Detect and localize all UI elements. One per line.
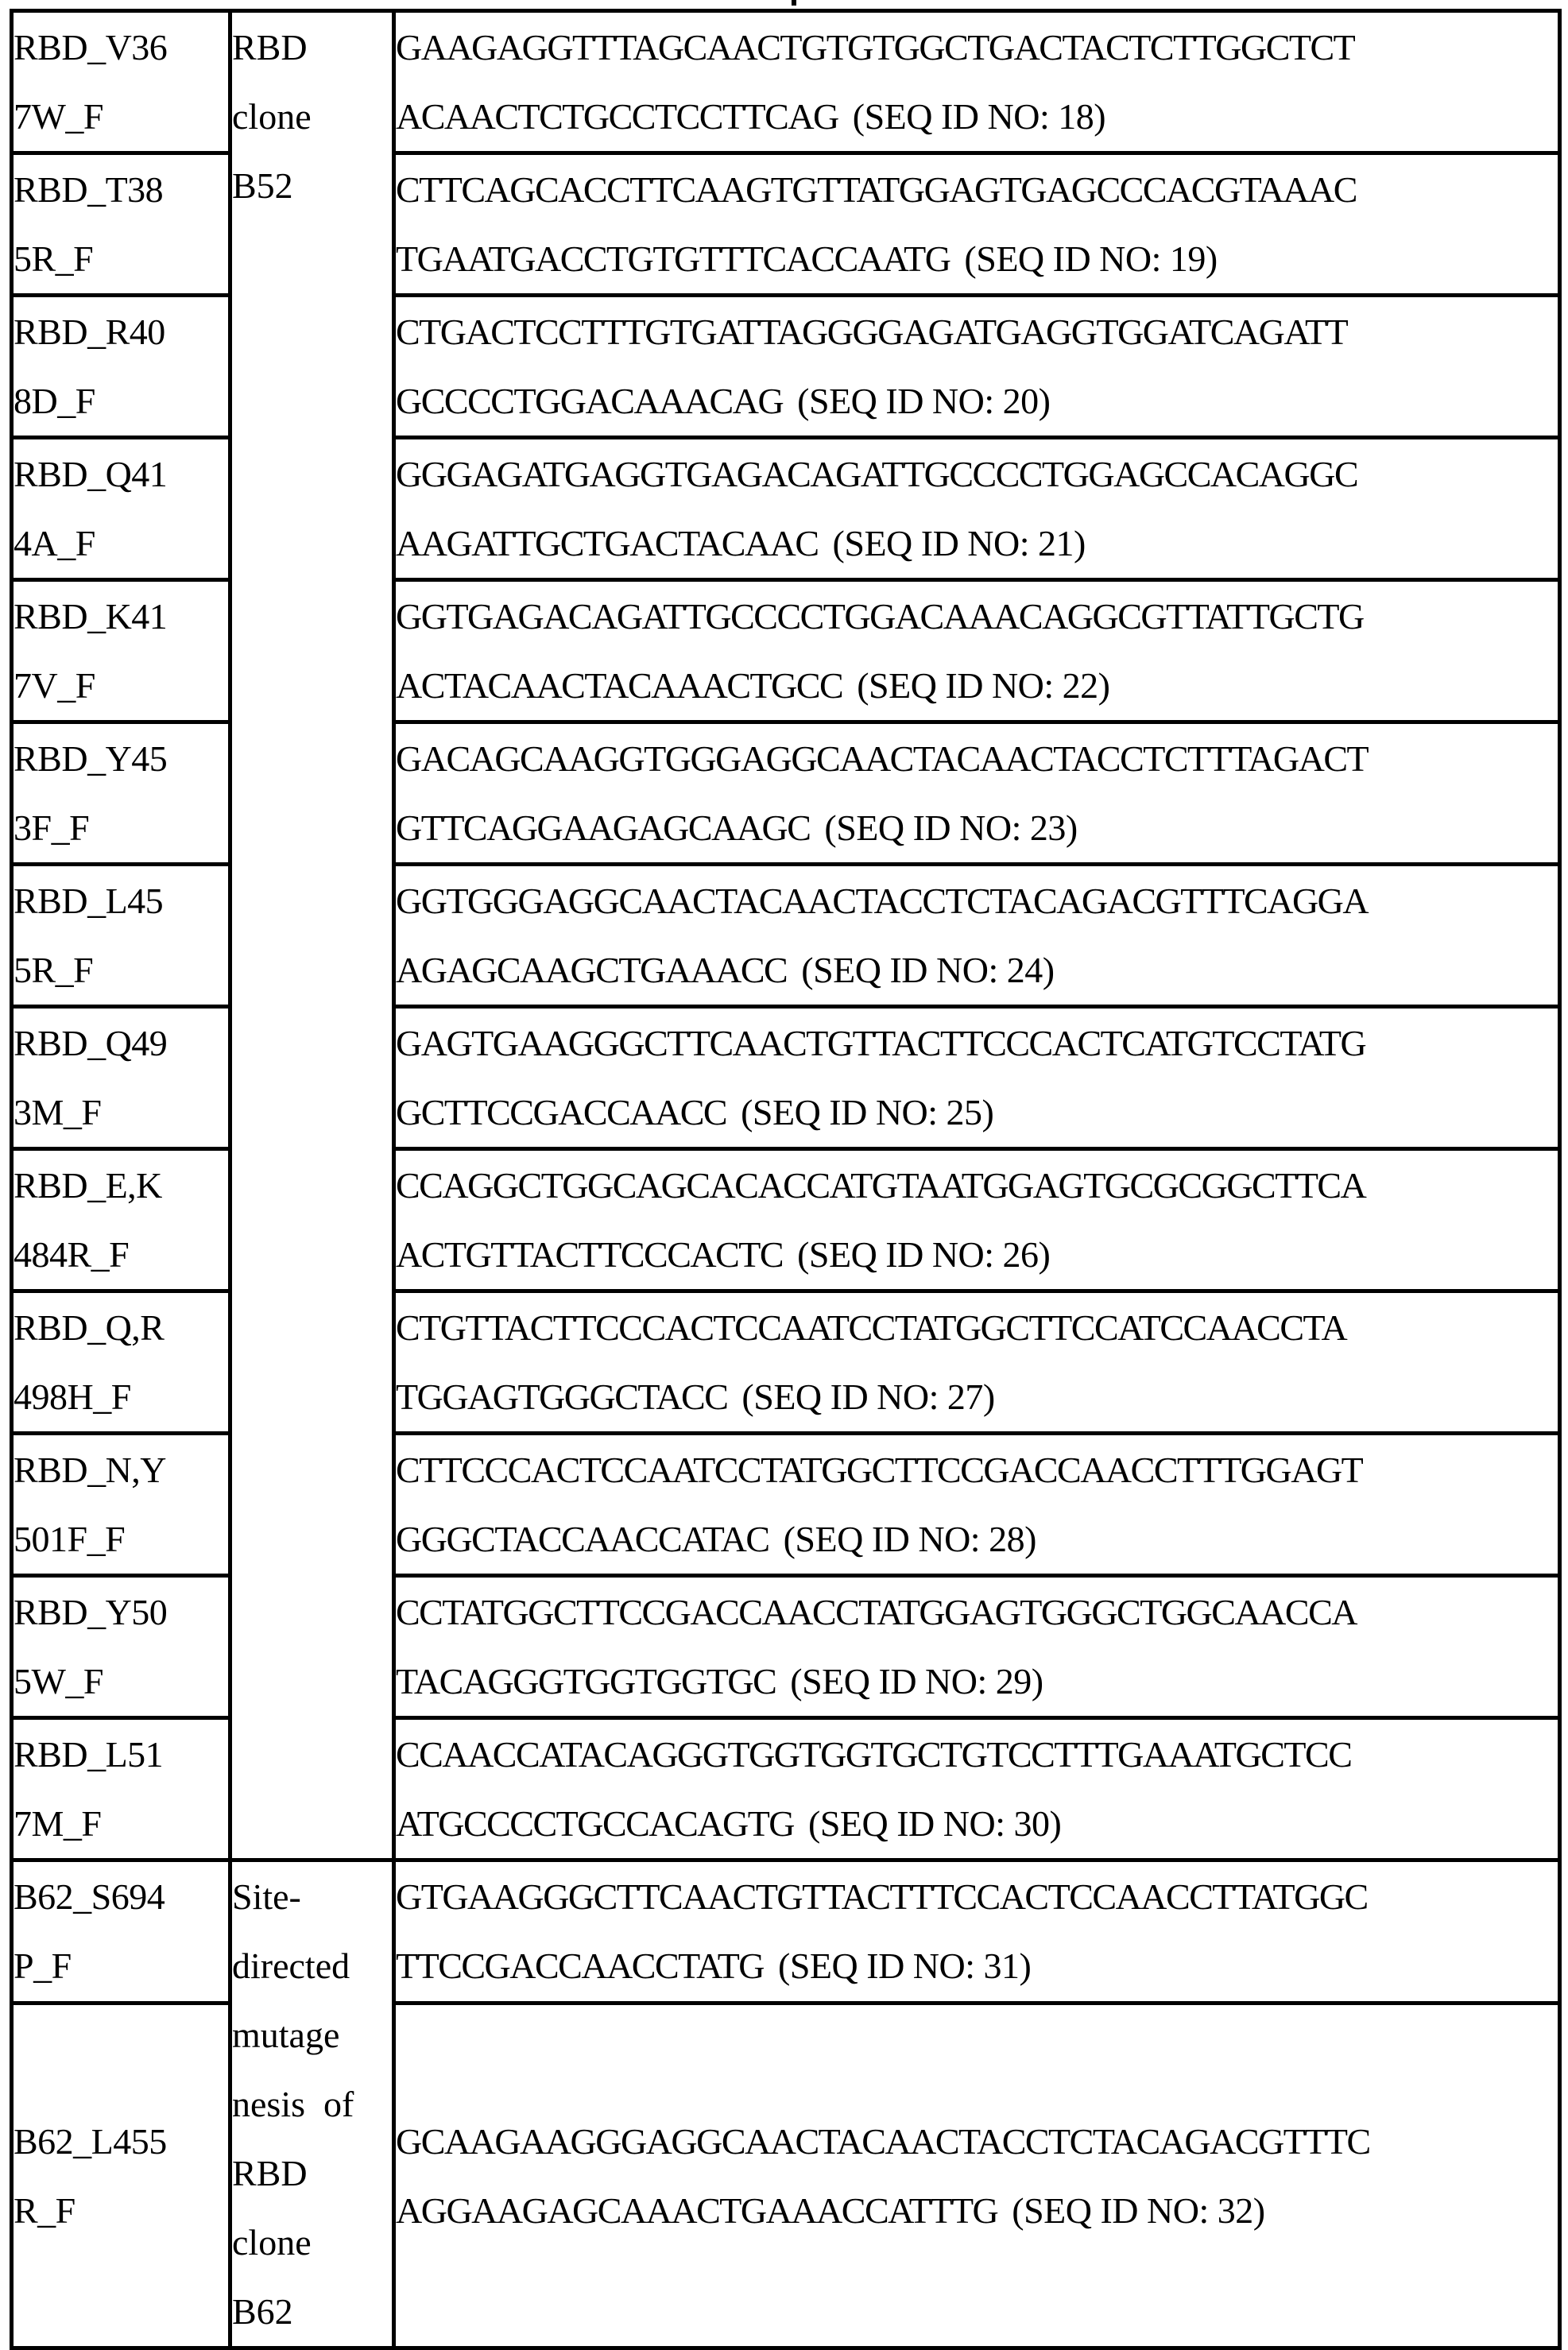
sequence-line-2: ACAACTCTGCCTCCTTCAG — [396, 96, 838, 137]
primer-name: RBD_V36 — [14, 27, 168, 68]
primer-name-cell — [12, 1860, 230, 2004]
group-line: RBD — [232, 27, 308, 68]
sequence-line-1: CCAGGCTGGCAGCACACCATGTAATGGAGTGCGCGGCTTCA — [396, 1165, 1366, 1206]
sequence-cell — [394, 438, 1560, 580]
primer-name-cont: 484R_F — [14, 1234, 130, 1275]
primer-table — [10, 9, 1562, 2350]
seq-id: (SEQ ID NO: 21) — [832, 523, 1086, 563]
primer-name: RBD_Y50 — [14, 1592, 168, 1632]
sequence-line-1: GACAGCAAGGTGGGAGGCAACTACAACTACCTCTTTAGACT — [396, 738, 1369, 779]
seq-id: (SEQ ID NO: 32) — [1012, 2189, 1265, 2231]
primer-name-cont: P_F — [14, 1945, 72, 1986]
seq-id: (SEQ ID NO: 28) — [783, 1519, 1036, 1559]
sequence-line-2: GGGCTACCAACCATAC — [396, 1519, 769, 1559]
primer-name-cont: 3M_F — [14, 1092, 102, 1132]
sequence-cell — [394, 865, 1560, 1007]
primer-name-cell — [12, 1434, 230, 1576]
primer-name-cell — [12, 153, 230, 296]
primer-name-cell — [12, 1718, 230, 1860]
sequence-line-1: GAGTGAAGGGCTTCAACTGTTACTTCCCACTCATGTCCTATG — [396, 1023, 1366, 1063]
sequence-line-1: CTTCAGCACCTTCAAGTGTTATGGAGTGAGCCCACGTAAAC — [396, 169, 1357, 210]
primer-name-cell — [12, 722, 230, 865]
template-group-b52 — [230, 11, 394, 1860]
table-row — [12, 11, 1560, 153]
seq-id: (SEQ ID NO: 30) — [808, 1803, 1062, 1844]
primer-name-cell — [12, 1007, 230, 1149]
primer-name: RBD_L45 — [14, 881, 164, 921]
primer-name-cont: 5R_F — [14, 950, 94, 990]
sequence-line-1: CCAACCATACAGGGTGGTGGTGCTGTCCTTTGAAATGCTCC — [396, 1734, 1352, 1775]
sequence-cell — [394, 1860, 1560, 2004]
sequence-line-2: ACTACAACTACAAACTGCC — [396, 665, 843, 706]
primer-name-cell — [12, 1149, 230, 1291]
sequence-line-1: GGTGAGACAGATTGCCCCTGGACAAACAGGCGTTATTGCTG — [396, 596, 1364, 637]
sequence-cell — [394, 1434, 1560, 1576]
seq-id: (SEQ ID NO: 27) — [741, 1376, 995, 1417]
sequence-line-1: CTGTTACTTCCCACTCCAATCCTATGGCTTCCATCCAACCTA — [396, 1307, 1347, 1348]
sequence-cell — [394, 1149, 1560, 1291]
sequence-cell — [394, 153, 1560, 296]
template-group-b62 — [230, 1860, 394, 2348]
sequence-line-2: GCCCCTGGACAAACAG — [396, 381, 784, 421]
sequence-line-1: CCTATGGCTTCCGACCAACCTATGGAGTGGGCTGGCAACCA — [396, 1592, 1357, 1632]
sequence-line-1: GTGAAGGGCTTCAACTGTTACTTTCCACTCCAACCTTATGGC — [396, 1876, 1368, 1917]
sequence-line-1: GAAGAGGTTTAGCAACTGTGTGGCTGACTACTCTTGGCTCT — [396, 27, 1355, 68]
seq-id: (SEQ ID NO: 20) — [797, 381, 1051, 421]
sequence-line-1: GGGAGATGAGGTGAGACAGATTGCCCCTGGAGCCACAGGC — [396, 454, 1358, 494]
seq-id: (SEQ ID NO: 19) — [964, 238, 1218, 279]
seq-id: (SEQ ID NO: 18) — [852, 96, 1106, 137]
primer-name-cell — [12, 1576, 230, 1718]
primer-name: B62_S694 — [14, 1876, 165, 1917]
group-line: RBD — [232, 2153, 308, 2193]
sequence-line-2: ACTGTTACTTCCCACTC — [396, 1234, 784, 1275]
primer-name-cont: 498H_F — [14, 1376, 131, 1417]
sequence-cell — [394, 11, 1560, 153]
primer-name: RBD_N,Y — [14, 1450, 167, 1490]
primer-name-cont: 5R_F — [14, 238, 94, 279]
group-line: B62 — [232, 2291, 293, 2332]
sequence-line-2: AGAGCAAGCTGAAACC — [396, 950, 788, 990]
sequence-line-2: TTCCGACCAACCTATG — [396, 1945, 765, 1986]
sequence-cell — [394, 1007, 1560, 1149]
sequence-line-2: TACAGGGTGGTGGTGC — [396, 1661, 776, 1702]
group-line: Site- — [232, 1876, 301, 1917]
sequence-cell — [394, 580, 1560, 722]
sequence-cell — [394, 296, 1560, 438]
group-line: mutage — [232, 2015, 340, 2055]
sequence-line-1: CTTCCCACTCCAATCCTATGGCTTCCGACCAACCTTTGGAGT — [396, 1450, 1363, 1490]
group-line: nesis of — [232, 2084, 354, 2124]
seq-id: (SEQ ID NO: 24) — [801, 950, 1055, 990]
page-marker — [792, 0, 796, 6]
group-line: clone — [232, 96, 312, 137]
primer-name-cell — [12, 11, 230, 153]
seq-id: (SEQ ID NO: 25) — [741, 1092, 994, 1132]
primer-name: RBD_Q,R — [14, 1307, 165, 1348]
seq-id: (SEQ ID NO: 22) — [857, 665, 1110, 706]
primer-name-cell — [12, 865, 230, 1007]
sequence-line-2: GTTCAGGAAGAGCAAGC — [396, 807, 811, 848]
primer-name: RBD_Q49 — [14, 1023, 168, 1063]
sequence-cell — [394, 722, 1560, 865]
primer-name-cont: 5W_F — [14, 1661, 103, 1702]
group-line: directed — [232, 1945, 350, 1986]
sequence-cell — [394, 1576, 1560, 1718]
sequence-cell — [394, 1291, 1560, 1434]
primer-name: B62_L455 — [14, 2120, 167, 2162]
primer-name: RBD_Q41 — [14, 454, 168, 494]
primer-name: RBD_E,K — [14, 1165, 162, 1206]
group-line: clone — [232, 2222, 312, 2263]
sequence-line-1: CTGACTCCTTTGTGATTAGGGGAGATGAGGTGGATCAGATT — [396, 312, 1348, 352]
group-line: B52 — [232, 165, 293, 206]
sequence-line-1: GGTGGGAGGCAACTACAACTACCTCTACAGACGTTTCAGGA — [396, 881, 1369, 921]
primer-name: RBD_Y45 — [14, 738, 168, 779]
sequence-line-2: TGGAGTGGGCTACC — [396, 1376, 728, 1417]
primer-name: RBD_K41 — [14, 596, 168, 637]
sequence-line-2: AAGATTGCTGACTACAAC — [396, 523, 819, 563]
sequence-line-2: TGAATGACCTGTGTTTCACCAATG — [396, 238, 950, 279]
primer-name: RBD_R40 — [14, 312, 165, 352]
primer-name-cell — [12, 438, 230, 580]
primer-name-cell — [12, 1291, 230, 1434]
primer-name-cont: R_F — [14, 2189, 75, 2231]
primer-name-cont: 8D_F — [14, 381, 95, 421]
sequence-line-2: AGGAAGAGCAAACTGAAACCATTTG — [396, 2189, 998, 2231]
primer-name-cont: 7V_F — [14, 665, 95, 706]
primer-name-cont: 4A_F — [14, 523, 95, 563]
sequence-line-2: GCTTCCGACCAACC — [396, 1092, 727, 1132]
primer-name-cont: 501F_F — [14, 1519, 126, 1559]
primer-name-cell — [12, 580, 230, 722]
primer-name: RBD_L51 — [14, 1734, 164, 1775]
sequence-line-2: ATGCCCCTGCCACAGTG — [396, 1803, 795, 1844]
primer-name-cont: 7M_F — [14, 1803, 102, 1844]
primer-name-cell — [12, 2004, 230, 2348]
sequence-cell — [394, 1718, 1560, 1860]
seq-id: (SEQ ID NO: 29) — [790, 1661, 1043, 1702]
primer-name: RBD_T38 — [14, 169, 164, 210]
table-row — [12, 1860, 1560, 2004]
primer-name-cont: 3F_F — [14, 807, 90, 848]
sequence-line-1: GCAAGAAGGGAGGCAACTACAACTACCTCTACAGACGTTTC — [396, 2120, 1370, 2162]
primer-name-cell — [12, 296, 230, 438]
seq-id: (SEQ ID NO: 23) — [824, 807, 1078, 848]
primer-name-cont: 7W_F — [14, 96, 103, 137]
seq-id: (SEQ ID NO: 26) — [797, 1234, 1051, 1275]
seq-id: (SEQ ID NO: 31) — [778, 1945, 1032, 1986]
sequence-cell — [394, 2004, 1560, 2348]
